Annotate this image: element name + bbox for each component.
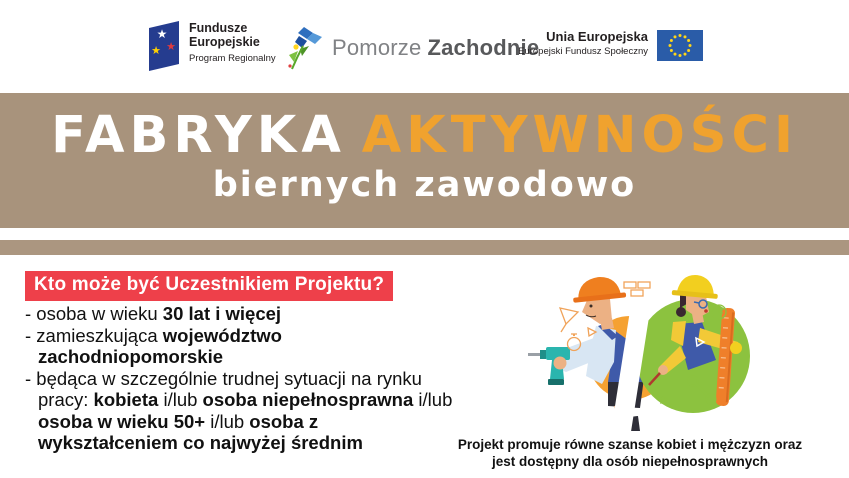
list-item: - będąca w szczególnie trudnej sytuacji na rynku pracy: kobieta i/lub osoba niepełnosprawna i/lub osoba w wieku 50+ i/lub osoba z wykształceniem co najwyżej średnim xyxy=(25,367,453,453)
svg-text:★: ★ xyxy=(156,27,168,41)
list-item: - osoba w wieku 30 lat i więcej xyxy=(25,303,282,324)
footnote-line2: jest dostępny dla osób niepełnosprawnych xyxy=(491,454,769,469)
pomorze-word: Pomorze xyxy=(332,35,422,60)
section-heading: Kto może być Uczestnikiem Projektu? xyxy=(25,271,393,301)
title-part-2: AKTYWNOŚCI xyxy=(361,106,798,165)
list-item: - zamieszkująca województwo zachodniopomorskie xyxy=(25,324,282,367)
fundusze-flag-icon xyxy=(148,21,180,71)
fundusze-line3: Program Regionalny xyxy=(189,53,276,64)
footnote-line1: Projekt promuje równe szanse kobiet i mężczyzn oraz xyxy=(457,437,803,452)
fundusze-europejskie-logo xyxy=(148,21,276,71)
fundusze-line1: Fundusze xyxy=(189,21,248,35)
eu-flag-icon xyxy=(657,30,703,61)
workers-illustration xyxy=(490,266,790,438)
page-subtitle: biernych zawodowo xyxy=(212,165,637,205)
page-title xyxy=(0,107,849,165)
fundusze-logo-text xyxy=(189,21,276,64)
eu-line1: Unia Europejska xyxy=(546,29,648,44)
logo-header xyxy=(0,0,849,93)
title-part-1: FABRYKA xyxy=(51,106,346,165)
equality-footnote xyxy=(445,436,815,470)
eligibility-list xyxy=(25,303,455,454)
divider-strip xyxy=(0,240,849,255)
svg-text:★: ★ xyxy=(151,44,161,57)
eu-logo-text xyxy=(450,29,648,57)
pomorze-griffin-icon xyxy=(284,25,322,71)
fundusze-line2: Europejskie xyxy=(189,35,260,49)
unia-europejska-logo xyxy=(450,29,703,61)
eu-line2: Europejski Fundusz Społeczny xyxy=(518,46,648,57)
title-banner xyxy=(0,93,849,228)
zachodnie-word: Zachodnie xyxy=(427,35,540,60)
svg-text:★: ★ xyxy=(166,40,176,53)
